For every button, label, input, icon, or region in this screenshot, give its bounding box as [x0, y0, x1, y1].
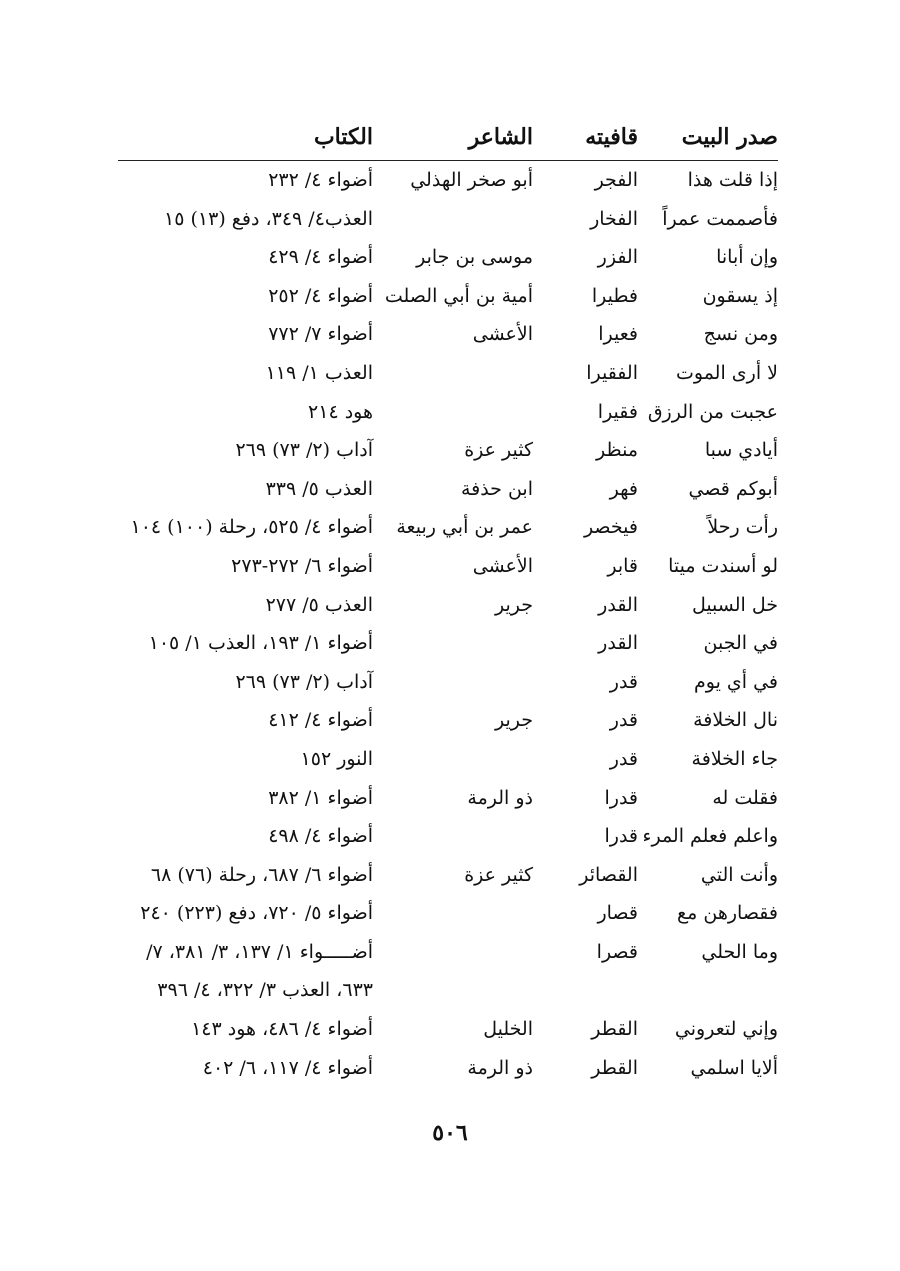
cell-poet: أبو صخر الهذلي — [410, 169, 533, 191]
cell-rhyme: قدرا — [604, 786, 638, 809]
table-row — [118, 701, 778, 740]
cell-verse-opening: نال الخلافة — [693, 709, 778, 732]
header-book: الكتاب — [313, 124, 373, 150]
table-row — [118, 393, 778, 432]
cell-book: أضواء ٧/ ٧٧٢ — [268, 323, 373, 346]
cell-book: أضواء ١/ ١٩٣، العذب ١/ ١٠٥ — [148, 632, 373, 655]
cell-verse-opening: عجبت من الرزق — [647, 400, 778, 423]
table-body — [118, 161, 778, 1087]
cell-verse-opening: لا أرى الموت — [676, 361, 778, 384]
cell-book: أضواء ٤/ ٤٢٩ — [268, 246, 373, 269]
table-row — [118, 779, 778, 818]
table-row — [118, 856, 778, 895]
page-number: ٥٠٦ — [432, 1120, 468, 1146]
cell-poet: جرير — [495, 709, 533, 732]
cell-verse-opening: وما الحلي — [701, 940, 778, 963]
cell-book: أضواء ٤/ ٢٣٢ — [268, 169, 373, 191]
table-row — [118, 663, 778, 702]
cell-book: العذب٤/ ٣٤٩، دفع (١٣) ١٥ — [164, 207, 373, 230]
table-row — [118, 933, 778, 972]
cell-book: هود ٢١٤ — [308, 400, 373, 423]
header-verse-opening: صدر البيت — [681, 124, 778, 150]
cell-rhyme: الفخار — [590, 207, 638, 230]
cell-rhyme: الفزر — [597, 246, 638, 269]
cell-verse-opening: إذا قلت هذا — [687, 169, 778, 191]
cell-poet: الخليل — [483, 1018, 533, 1041]
cell-verse-opening: في الجبن — [703, 632, 778, 655]
cell-rhyme: القصائر — [579, 863, 638, 886]
cell-rhyme: فطيرا — [591, 284, 638, 307]
table-row — [118, 238, 778, 277]
cell-rhyme: فهر — [609, 477, 638, 500]
cell-book: أضواء ٥/ ٧٢٠، دفع (٢٢٣) ٢٤٠ — [140, 902, 373, 925]
cell-rhyme: قدر — [609, 709, 638, 732]
cell-verse-opening: وأنت التي — [700, 863, 778, 886]
cell-poet: جرير — [495, 593, 533, 616]
cell-book: أضواء ٤/ ٥٢٥، رحلة (١٠٠) ١٠٤ — [130, 516, 373, 539]
cell-verse-opening: إذ يسقون — [702, 284, 778, 307]
table-row — [118, 547, 778, 586]
table-row — [118, 200, 778, 239]
cell-verse-opening: واعلم فعلم المرء — [642, 825, 778, 848]
cell-verse-opening: في أي يوم — [693, 670, 778, 693]
cell-book: العذب ٥/ ٢٧٧ — [265, 593, 373, 616]
cell-rhyme: الفجر — [594, 169, 638, 191]
cell-verse-opening: أيادي سبا — [704, 439, 778, 462]
cell-rhyme: القطر — [591, 1056, 638, 1079]
cell-rhyme: الفقيرا — [586, 361, 638, 384]
cell-poet: أمية بن أبي الصلت — [384, 284, 533, 307]
table-row — [118, 1049, 778, 1088]
cell-rhyme: فيخصر — [583, 516, 638, 539]
cell-book: أضواء ٤/ ١١٧، ٦/ ٤٠٢ — [202, 1056, 373, 1079]
cell-poet: كثير عزة — [464, 863, 533, 886]
cell-verse-opening: أبوكم قصي — [688, 477, 778, 500]
cell-book: أضواء ١/ ٣٨٢ — [268, 786, 373, 809]
table-row — [118, 315, 778, 354]
cell-rhyme: قدر — [609, 670, 638, 693]
cell-poet: عمر بن أبي ربيعة — [396, 516, 533, 539]
table-row — [118, 508, 778, 547]
cell-poet: الأعشى — [472, 554, 533, 577]
table-row — [118, 431, 778, 470]
cell-book: أضواء ٦/ ٢٧٢-٢٧٣ — [231, 554, 373, 577]
table-row — [118, 740, 778, 779]
cell-book: العذب ١/ ١١٩ — [265, 361, 373, 384]
table-row — [118, 354, 778, 393]
cell-rhyme: قدرا — [604, 825, 638, 848]
cell-rhyme: القطر — [591, 1018, 638, 1041]
cell-verse-opening: ومن نسج — [703, 323, 778, 346]
cell-poet: ذو الرمة — [467, 1056, 533, 1079]
cell-book: آداب (٢/ ٧٣) ٢٦٩ — [235, 439, 373, 462]
cell-rhyme: قصار — [597, 902, 638, 925]
table-row — [118, 971, 778, 1010]
cell-poet: كثير عزة — [464, 439, 533, 462]
cell-verse-opening: وإن أبانا — [716, 246, 778, 269]
poetry-index-table — [118, 116, 778, 1087]
cell-poet: الأعشى — [472, 323, 533, 346]
cell-book: أضواء ٤/ ٢٥٢ — [268, 284, 373, 307]
cell-poet: ذو الرمة — [467, 786, 533, 809]
table-row — [118, 817, 778, 856]
table-header — [118, 116, 778, 161]
cell-verse-opening: لو أسندت ميتا — [668, 554, 778, 577]
cell-book: أضواء ٦/ ٦٨٧، رحلة (٧٦) ٦٨ — [150, 863, 373, 886]
cell-rhyme: قصرا — [596, 940, 638, 963]
cell-rhyme: القدر — [598, 632, 638, 655]
cell-rhyme: فقيرا — [597, 400, 638, 423]
cell-verse-opening: رأت رحلاً — [707, 516, 778, 539]
cell-rhyme: القدر — [598, 593, 638, 616]
cell-verse-opening: فقصارهن مع — [677, 902, 778, 925]
cell-verse-opening: فقلت له — [712, 786, 778, 809]
cell-book: أضـــــواء ١/ ١٣٧، ٣/ ٣٨١، ٧/ — [146, 940, 373, 963]
cell-book: أضواء ٤/ ٤١٢ — [268, 709, 373, 732]
table-row — [118, 470, 778, 509]
cell-verse-opening: ألايا اسلمي — [690, 1056, 778, 1079]
table-row — [118, 586, 778, 625]
header-rhyme: قافيته — [585, 124, 638, 150]
cell-poet: ابن حذفة — [460, 477, 533, 500]
table-row — [118, 277, 778, 316]
table-row — [118, 894, 778, 933]
cell-book: أضواء ٤/ ٤٩٨ — [268, 825, 373, 848]
cell-book: النور ١٥٢ — [300, 747, 373, 770]
table-row — [118, 624, 778, 663]
cell-rhyme: فعيرا — [598, 323, 638, 346]
table-row — [118, 161, 778, 200]
cell-rhyme: قابر — [607, 554, 638, 577]
cell-book: أضواء ٤/ ٤٨٦، هود ١٤٣ — [191, 1018, 373, 1041]
cell-book: العذب ٥/ ٣٣٩ — [265, 477, 373, 500]
cell-verse-opening: وإني لتعروني — [674, 1018, 778, 1041]
cell-rhyme: منظر — [596, 439, 638, 462]
cell-book: ٦٣٣، العذب ٣/ ٣٢٢، ٤/ ٣٩٦ — [157, 979, 373, 1002]
table-row — [118, 1010, 778, 1049]
cell-verse-opening: فأصممت عمراً — [662, 207, 778, 230]
header-poet: الشاعر — [468, 124, 533, 150]
cell-rhyme: قدر — [609, 747, 638, 770]
cell-verse-opening: جاء الخلافة — [691, 747, 778, 770]
cell-poet: موسى بن جابر — [416, 246, 533, 269]
cell-book: آداب (٢/ ٧٣) ٢٦٩ — [235, 670, 373, 693]
cell-verse-opening: خل السبيل — [691, 593, 778, 616]
